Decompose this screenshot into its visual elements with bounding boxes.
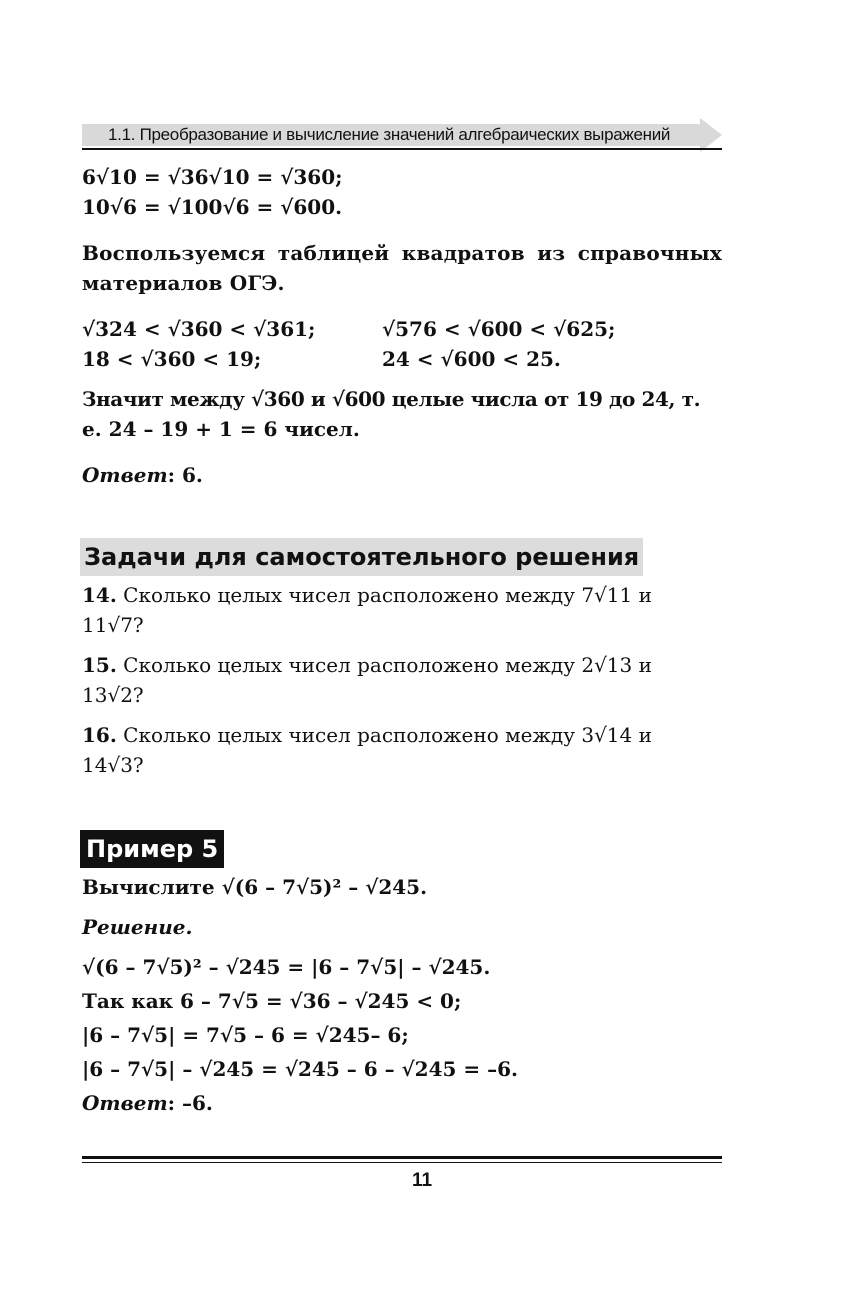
task-text-cont: 13√2? bbox=[82, 683, 144, 707]
task-number: 16. bbox=[82, 723, 117, 747]
running-header bbox=[82, 118, 722, 152]
task-text-cont: 11√7? bbox=[82, 613, 144, 637]
task-number: 14. bbox=[82, 583, 117, 607]
footer-rule bbox=[82, 1156, 722, 1159]
solution-line: Так как 6 – 7√5 = √36 – √245 < 0; bbox=[82, 989, 462, 1013]
page-content bbox=[82, 162, 722, 1118]
header-rule bbox=[82, 148, 722, 150]
task-number: 15. bbox=[82, 653, 117, 677]
answer-label: Ответ bbox=[82, 1091, 168, 1115]
example-task: Вычислите √(6 – 7√5)² – √245. bbox=[82, 875, 428, 899]
solution-line: |6 – 7√5| – √245 = √245 – 6 – √245 = –6. bbox=[82, 1057, 518, 1081]
answer-value: : 6. bbox=[167, 463, 203, 487]
footer-rule-thin bbox=[82, 1162, 722, 1163]
formula-line: 6√10 = √36√10 = √360; bbox=[82, 165, 343, 189]
section-heading: Задачи для самостоятельного решения bbox=[80, 538, 643, 576]
task-item bbox=[82, 650, 722, 710]
answer-line bbox=[82, 460, 722, 490]
answer-line bbox=[82, 1088, 722, 1118]
paragraph-line: е. 24 – 19 + 1 = 6 чисел. bbox=[82, 417, 360, 441]
example-heading: Пример 5 bbox=[80, 830, 224, 868]
comparison-left: 18 < √360 < 19; bbox=[82, 347, 262, 371]
task-text: Сколько целых чисел расположено между 7√11 и bbox=[123, 583, 652, 607]
comparison-row bbox=[82, 344, 722, 374]
comparison-left: √324 < √360 < √361; bbox=[82, 317, 316, 341]
solution-label: Решение. bbox=[82, 915, 193, 939]
comparison-right: 24 < √600 < 25. bbox=[382, 347, 561, 371]
comparison-row bbox=[82, 314, 722, 344]
running-title: 1.1. Преобразование и вычисление значений алгебраических выражений bbox=[108, 125, 671, 144]
solution-line: √(6 – 7√5)² – √245 = |6 – 7√5| – √245. bbox=[82, 955, 491, 979]
answer-value: : –6. bbox=[167, 1091, 213, 1115]
comparison-right: √576 < √600 < √625; bbox=[382, 317, 616, 341]
task-text: Сколько целых чисел расположено между 2√13 и bbox=[123, 653, 652, 677]
task-text-cont: 14√3? bbox=[82, 753, 144, 777]
page-number: 11 bbox=[411, 1170, 433, 1191]
task-item bbox=[82, 580, 722, 640]
paragraph: Воспользуемся таблицей квадратов из справочных материалов ОГЭ. bbox=[82, 241, 722, 295]
task-item bbox=[82, 720, 722, 780]
answer-label: Ответ bbox=[82, 463, 168, 487]
paragraph-line: Значит между √360 и √600 целые числа от 19 до 24, т. bbox=[82, 387, 701, 411]
header-arrow bbox=[700, 118, 722, 152]
task-text: Сколько целых чисел расположено между 3√14 и bbox=[123, 723, 652, 747]
solution-line: |6 – 7√5| = 7√5 – 6 = √245– 6; bbox=[82, 1023, 409, 1047]
formula-line: 10√6 = √100√6 = √600. bbox=[82, 195, 343, 219]
